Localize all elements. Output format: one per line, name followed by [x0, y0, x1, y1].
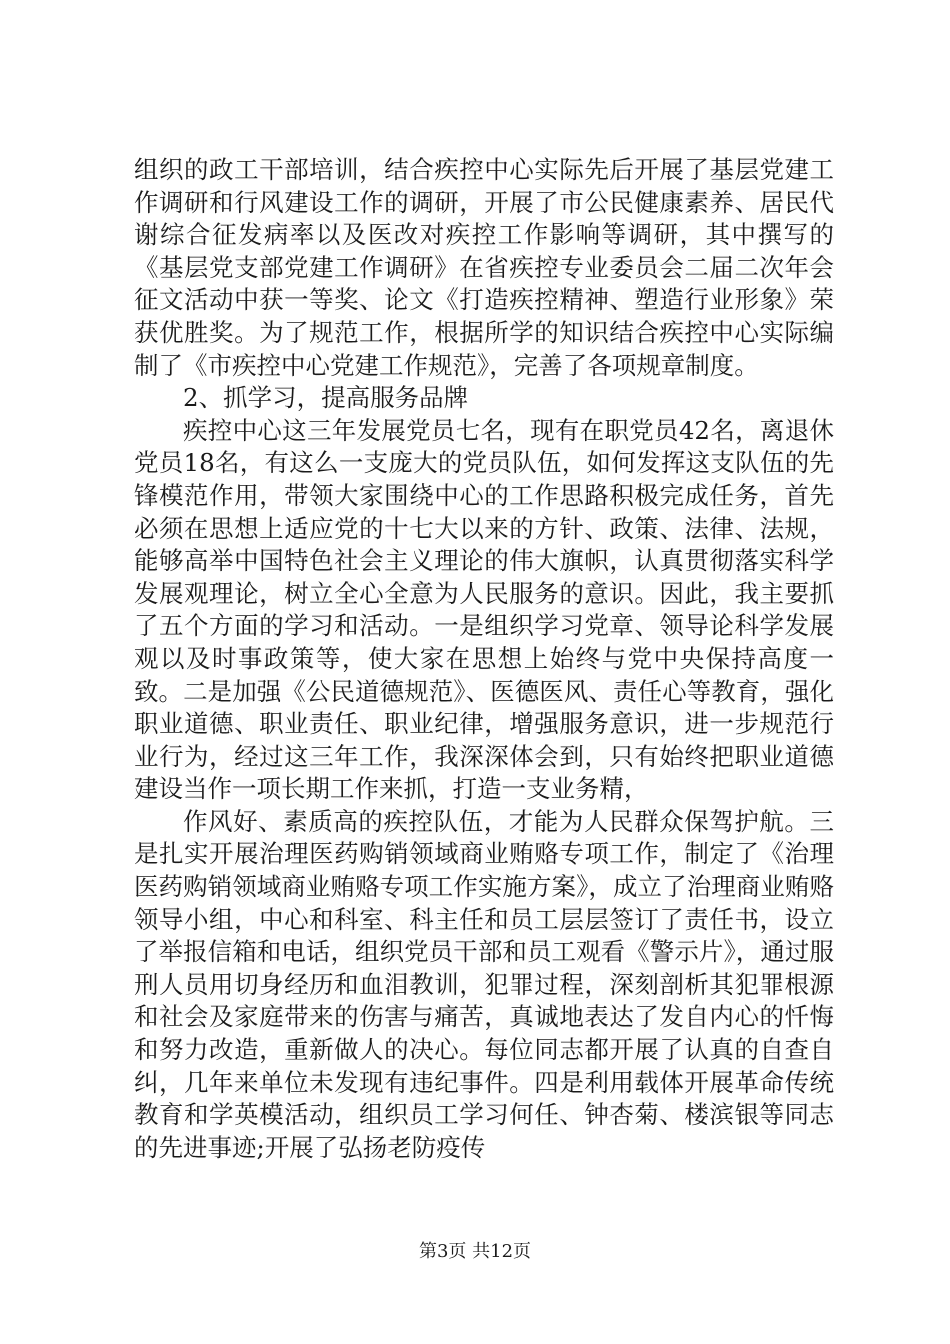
- page-number-footer: 第3页 共12页: [418, 1241, 532, 1262]
- paragraph-party-members-study: 疾控中心这三年发展党员七名，现有在职党员42名，离退休党员18名，有这么一支庞大的党员队伍，如何发挥这支队伍的先锋模范作用，带领大家围绕中心的工作思路积极完成任务，首先必须在思想上适应党的十七大以来的方针、政策、法律、法规，能够高举中国特色社会主义理论的伟大旗帜，认真贯彻落实科学发展观理论，树立全心全意为人民服务的意识。因此，我主要抓了五个方面的学习和活动。一是组织学习党章、领导论科学发展观以及时事政策等，使大家在思想上始终与党中央保持高度一致。二是加强《公民道德规范》、医德医风、责任心等教育，强化职业道德、职业责任、职业纪律，增强服务意识，进一步规范行业行为，经过这三年工作，我深深体会到，只有始终把职业道德建设当作一项长期工作来抓，打造一支业务精，: [134, 415, 834, 804]
- paragraph-training-research: 组织的政工干部培训，结合疾控中心实际先后开展了基层党建工作调研和行风建设工作的调研，开展了市公民健康素养、居民代谢综合征发病率以及医改对疾控工作影响等调研，其中撰写的《基层党支部党建工作调研》在省疾控专业委员会二届二次年会征文活动中获一等奖、论文《打造疾控精神、塑造行业形象》荣获优胜奖。为了规范工作，根据所学的知识结合疾控中心实际编制了《市疾控中心党建工作规范》，完善了各项规章制度。: [134, 155, 834, 380]
- paragraph-anti-bribery: 作风好、素质高的疾控队伍，才能为人民群众保驾护航。三是扎实开展治理医药购销领域商业贿赂专项工作，制定了《治理医药购销领域商业贿赂专项工作实施方案》，成立了治理商业贿赂领导小组，中心和科室、科主任和员工层层签订了责任书，设立了举报信箱和电话，组织党员干部和员工观看《警示片》，通过服刑人员用切身经历和血泪教训，犯罪过程，深刻剖析其犯罪根源和社会及家庭带来的伤害与痛苦，真诚地表达了发自内心的忏悔和努力改造，重新做人的决心。每位同志都开展了认真的自查自纠，几年来单位未发现有违纪事件。四是利用载体开展革命传统教育和学英模活动，组织员工学习何任、钟杏菊、楼滨银等同志的先进事迹;开展了弘扬老防疫传: [134, 806, 834, 1162]
- document-body: [134, 154, 834, 1164]
- section-heading-study: 2、抓学习，提高服务品牌: [183, 383, 469, 413]
